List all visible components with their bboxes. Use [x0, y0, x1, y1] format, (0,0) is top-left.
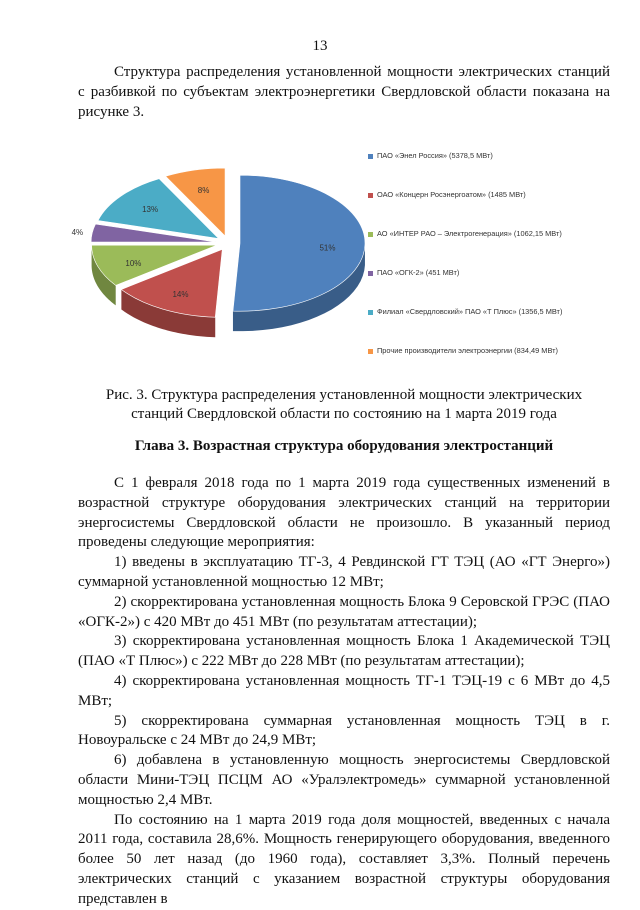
- body-paragraph: По состоянию на 1 марта 2019 года доля мощностей, введенных с начала 2011 года, составила 28,6%. Мощность генерирующего оборудования, введенного более 50 лет назад (до 1960 года), составляет 3,3%. Полный перечень электрических станций с указанием возрастной структуры оборудования представлен в: [78, 811, 610, 910]
- legend-item: [368, 307, 562, 316]
- legend-item: [368, 151, 493, 160]
- legend-swatch: [368, 271, 373, 276]
- list-item: 5) скорректирована суммарная установленная мощность ТЭЦ в г. Новоуральске с 24 МВт до 24,9 МВт;: [78, 712, 610, 752]
- list-item: 1) введены в эксплуатацию ТГ-3, 4 Ревдинской ГТ ТЭЦ (АО «ГТ Энерго») суммарной установленной мощностью 12 МВт;: [78, 553, 610, 593]
- figure-caption: Рис. 3. Структура распределения установленной мощности электрических станций Свердловской области по состоянию на 1 марта 2019 года: [78, 386, 610, 424]
- legend-label: АО «ИНТЕР РАО – Электрогенерация» (1062,15 МВт): [377, 229, 562, 238]
- legend-swatch: [368, 310, 373, 315]
- pie-chart: [78, 135, 610, 380]
- pie-data-label: 4%: [72, 228, 84, 237]
- legend-swatch: [368, 349, 373, 354]
- legend-label: ПАО «ОГК-2» (451 МВт): [377, 268, 459, 277]
- intro-paragraph: Структура распределения установленной мощности электрических станций с разбивкой по субъектам электроэнергетики Свердловской области показана на рисунке 3.: [78, 62, 610, 122]
- legend-swatch: [368, 154, 373, 159]
- legend-swatch: [368, 193, 373, 198]
- list-item: 2) скорректирована установленная мощность Блока 9 Серовской ГРЭС (ПАО «ОГК-2») с 420 МВт до 451 МВт (по результатам аттестации);: [78, 593, 610, 633]
- pie-data-label: 13%: [142, 205, 158, 214]
- page-number: 13: [0, 38, 640, 55]
- legend-label: Филиал «Свердловский» ПАО «Т Плюс» (1356,5 МВт): [377, 307, 562, 316]
- legend-label: Прочие производители электроэнергии (834,49 МВт): [377, 346, 558, 355]
- legend-item: [368, 268, 459, 277]
- body-paragraph: С 1 февраля 2018 года по 1 марта 2019 года существенных изменений в возрастной структуре оборудования электрических станций на территории энергосистемы Свердловской области не произошло. В указанный период проведены следующие мероприятия:: [78, 474, 610, 553]
- pie-data-label: 14%: [172, 290, 188, 299]
- pie-data-label: 10%: [125, 259, 141, 268]
- list-item: 6) добавлена в установленную мощность энергосистемы Свердловской области Мини-ТЭЦ ПСЦМ АО «Уралэлектромедь» суммарной установленной мощностью 2,4 МВт.: [78, 751, 610, 810]
- legend-label: ОАО «Концерн Росэнергоатом» (1485 МВт): [377, 190, 526, 199]
- pie-chart-svg: [78, 135, 610, 380]
- chapter-heading: Глава 3. Возрастная структура оборудования электростанций: [78, 438, 610, 455]
- pie-data-label: 8%: [198, 186, 210, 195]
- list-item: 3) скорректирована установленная мощность Блока 1 Академической ТЭЦ (ПАО «Т Плюс») с 222 МВт до 228 МВт (по результатам аттестации);: [78, 632, 610, 672]
- legend-swatch: [368, 232, 373, 237]
- list-item: 4) скорректирована установленная мощность ТГ-1 ТЭЦ-19 с 6 МВт до 4,5 МВт;: [78, 672, 610, 712]
- pie-data-label: 51%: [319, 244, 335, 253]
- legend-item: [368, 190, 526, 199]
- legend-item: [368, 229, 562, 238]
- legend-item: [368, 346, 558, 355]
- body-text: [78, 474, 610, 910]
- legend-label: ПАО «Энел Россия» (5378,5 МВт): [377, 151, 493, 160]
